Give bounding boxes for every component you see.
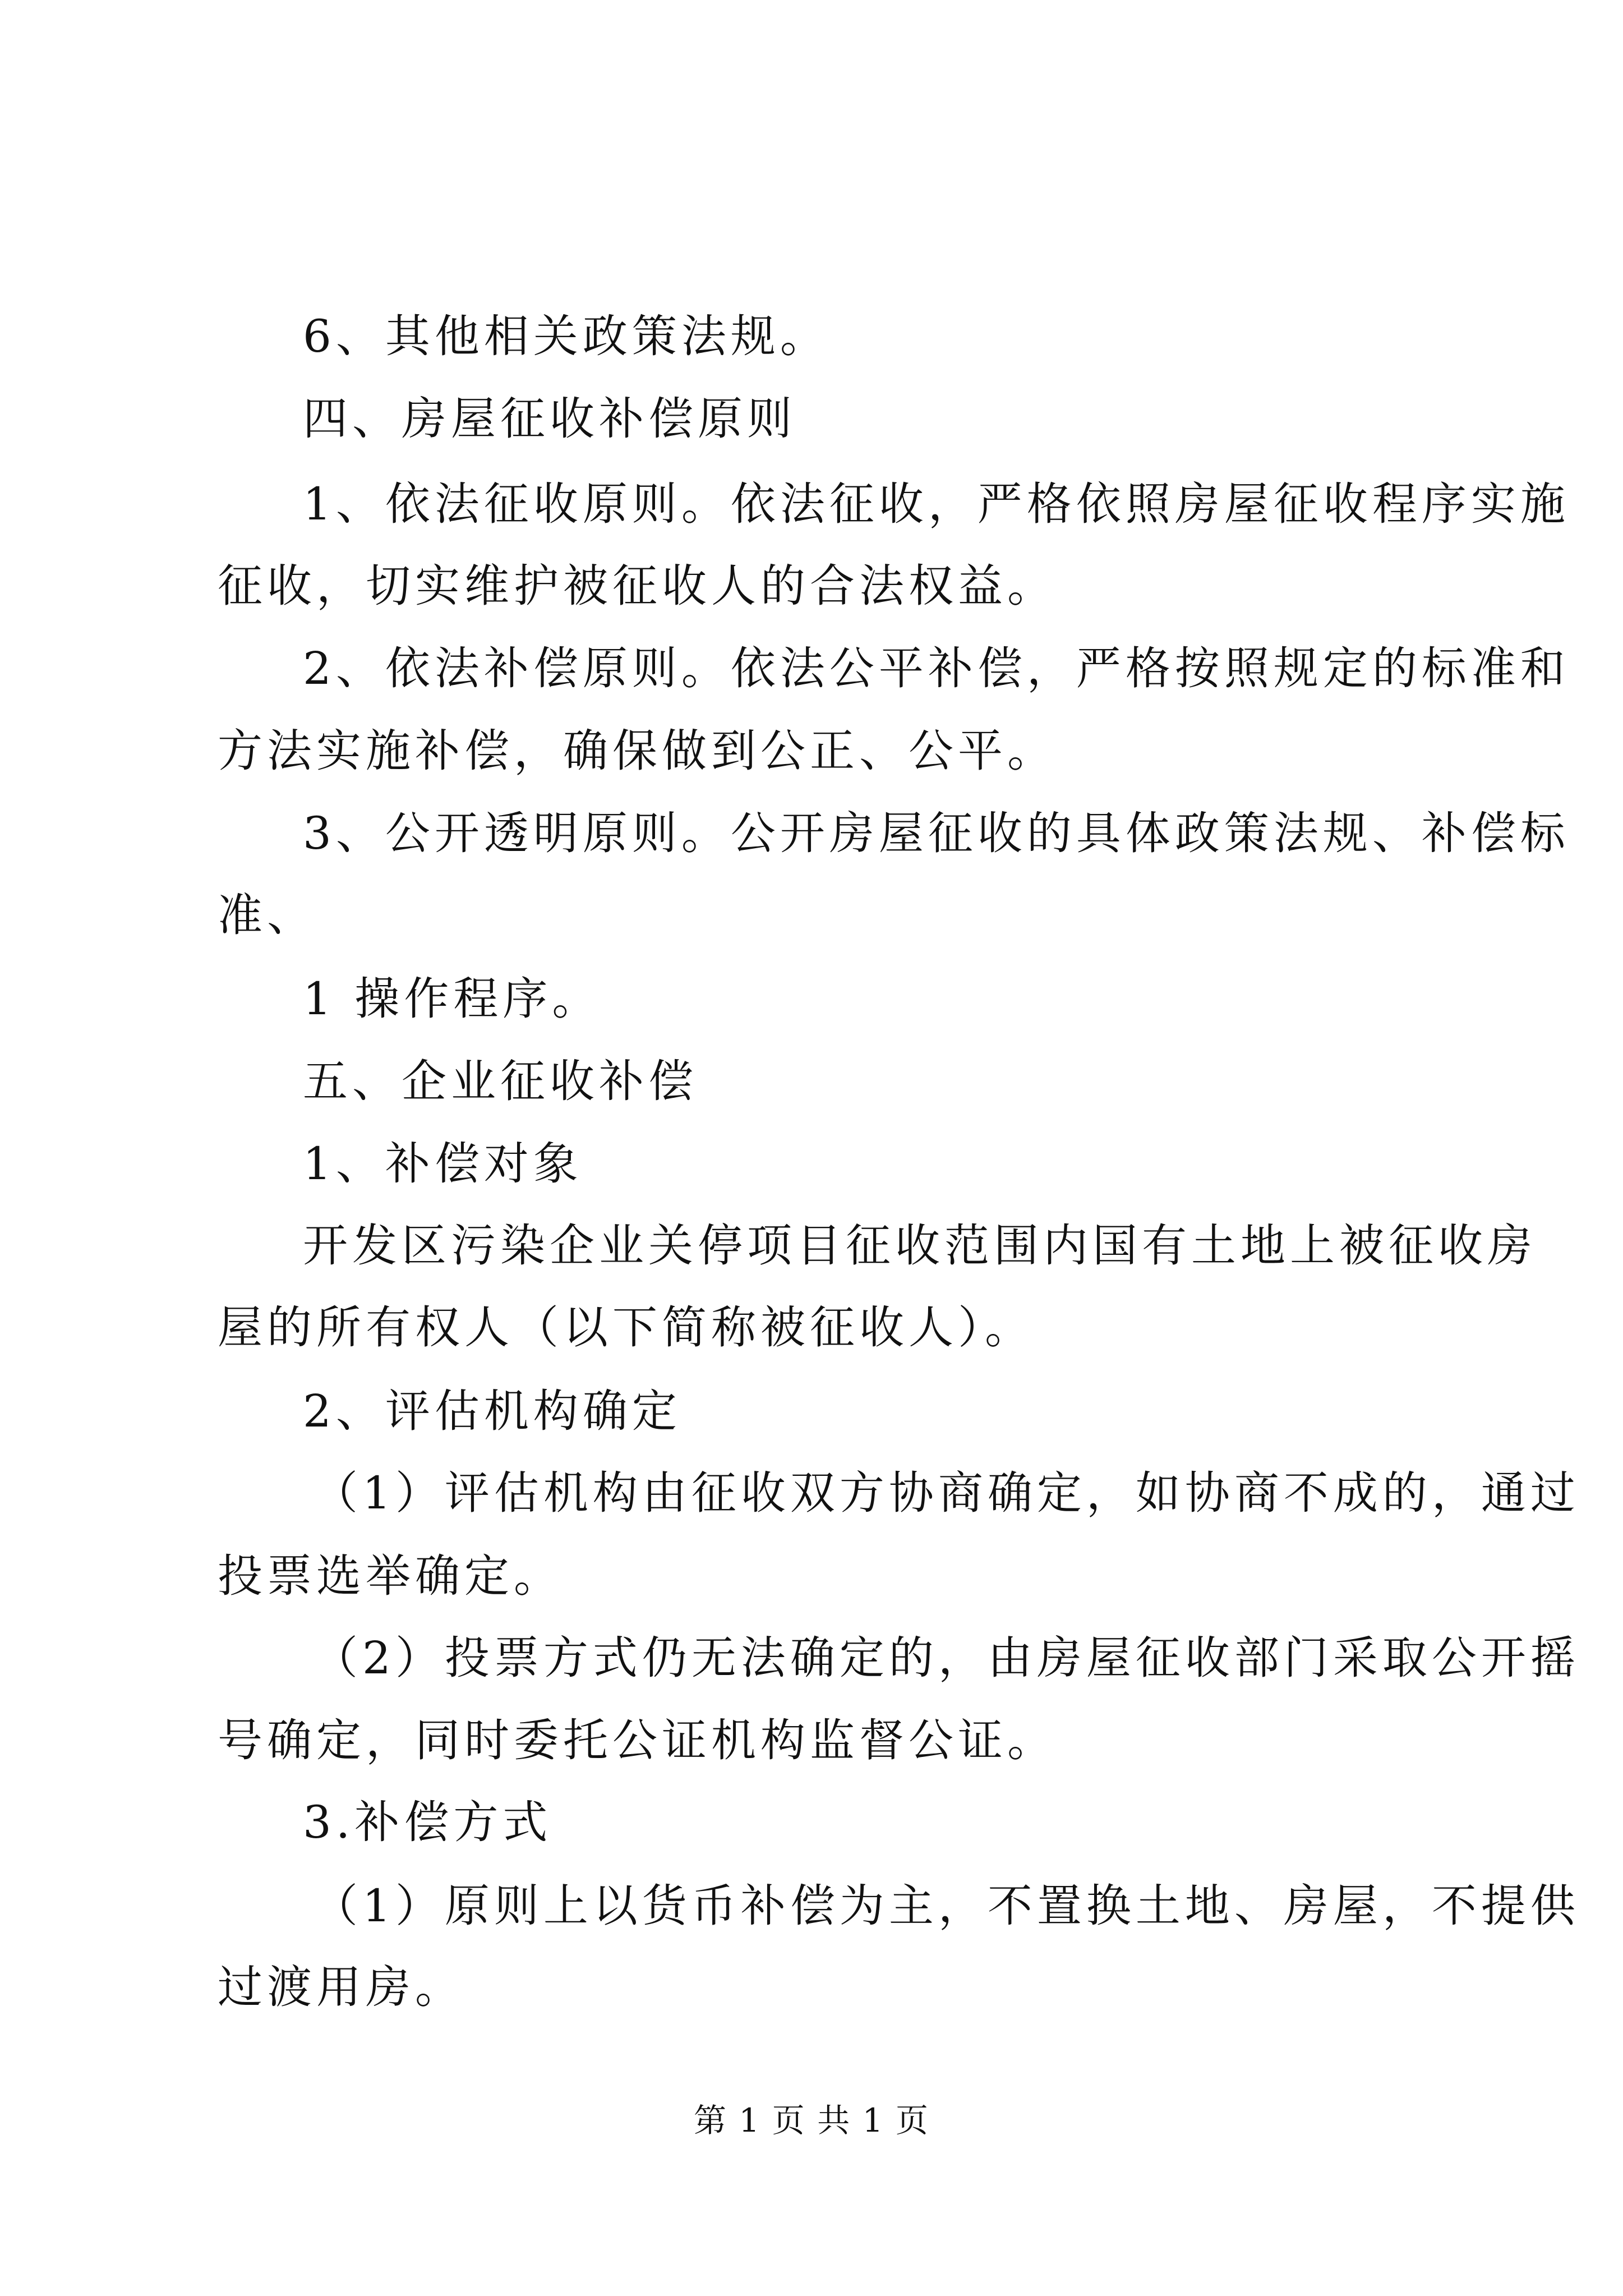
text-line: 1、依法征收原则。依法征收，严格依照房屋征收程序实施 — [303, 478, 1570, 530]
text-line: 3.补偿方式 — [303, 1796, 552, 1848]
text-line: 3、公开透明原则。公开房屋征收的具体政策法规、补偿标 — [303, 807, 1570, 859]
text-line: 1 操作程序。 — [303, 973, 602, 1025]
page-footer: 第 1 页 共 1 页 — [694, 2101, 929, 2139]
text-line: 准、 — [218, 889, 316, 941]
text-line: 号确定，同时委托公证机构监督公证。 — [218, 1714, 1057, 1766]
text-line: （1）评估机构由征收双方协商确定，如协商不成的，通过 — [313, 1467, 1580, 1519]
text-line: 开发区污染企业关停项目征收范围内国有土地上被征收房 — [303, 1220, 1537, 1272]
text-line: 1、补偿对象 — [303, 1138, 583, 1190]
text-line: 屋的所有权人（以下简称被征收人）。 — [218, 1301, 1034, 1354]
text-line: 征收，切实维护被征收人的合法权益。 — [218, 560, 1057, 612]
text-line: （1）原则上以货币补偿为主，不置换土地、房屋，不提供 — [313, 1880, 1580, 1932]
text-line: （2）投票方式仍无法确定的，由房屋征收部门采取公开摇 — [313, 1632, 1580, 1684]
text-line: 6、其他相关政策法规。 — [303, 310, 829, 362]
text-line: 方法实施补偿，确保做到公正、公平。 — [218, 725, 1057, 777]
text-line: 投票选举确定。 — [218, 1550, 563, 1602]
text-line: 2、依法补偿原则。依法公平补偿，严格按照规定的标准和 — [303, 642, 1570, 694]
text-line: 过渡用房。 — [218, 1961, 464, 2013]
text-line: 2、评估机构确定 — [303, 1385, 681, 1437]
section-heading: 四、房屋征收补偿原则 — [303, 393, 796, 445]
section-heading: 五、企业征收补偿 — [303, 1055, 698, 1107]
